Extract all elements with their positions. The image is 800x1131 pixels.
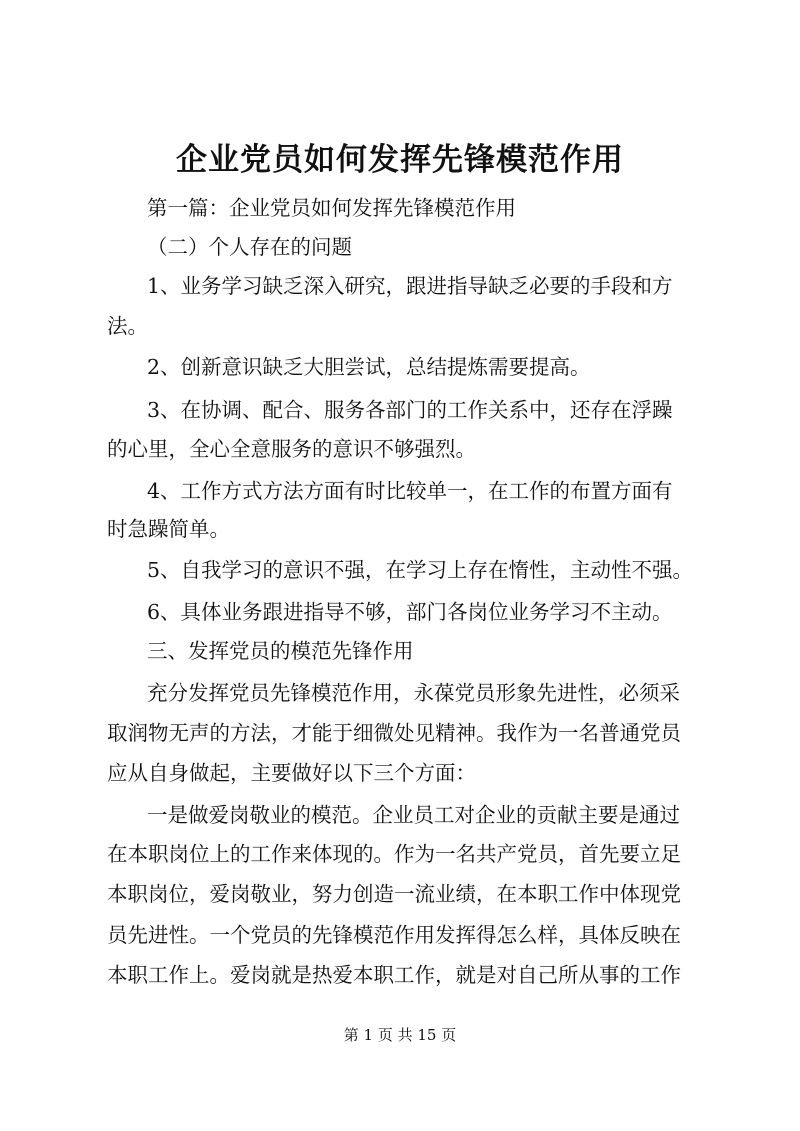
paragraph-line: 3、在协调、配合、服务各部门的工作关系中，还存在浮躁 — [147, 398, 673, 422]
paragraph-line: 员先进性。一个党员的先锋模范作用发挥得怎么样，具体反映在 — [107, 923, 681, 947]
page-number-footer: 第 1 页 共 15 页 — [343, 1026, 457, 1044]
section-heading: 三、发挥党员的模范先锋作用 — [147, 639, 414, 663]
paragraph-line: 充分发挥党员先锋模范作用，永葆党员形象先进性，必须采 — [147, 681, 680, 705]
paragraph-line: 在本职岗位上的工作来体现的。作为一名共产党员，首先要立足 — [107, 842, 681, 866]
paragraph-line: 1、业务学习缺乏深入研究，跟进指导缺乏必要的手段和方 — [147, 274, 673, 298]
paragraph-line: 法。 — [107, 314, 148, 338]
paragraph-line: 本职岗位，爱岗敬业，努力创造一流业绩，在本职工作中体现党 — [107, 882, 681, 906]
paragraph-line: 2、创新意识缺乏大胆尝试，总结提炼需要提高。 — [147, 355, 591, 379]
section-heading: 第一篇：企业党员如何发挥先锋模范作用 — [147, 196, 516, 220]
subsection-heading: （二）个人存在的问题 — [147, 235, 352, 259]
paragraph-line: 一是做爱岗敬业的模范。企业员工对企业的贡献主要是通过 — [147, 803, 680, 827]
paragraph-line: 4、工作方式方法方面有时比较单一，在工作的布置方面有 — [147, 479, 673, 503]
paragraph-line: 6、具体业务跟进指导不够，部门各岗位业务学习不主动。 — [147, 600, 673, 624]
paragraph-line: 取润物无声的方法，才能于细微处见精神。我作为一名普通党员 — [107, 721, 681, 745]
paragraph-line: 5、自我学习的意识不强，在学习上存在惰性，主动性不强。 — [147, 558, 694, 582]
paragraph-line: 本职工作上。爱岗就是热爱本职工作，就是对自己所从事的工作 — [107, 963, 681, 987]
paragraph-line: 的心里，全心全意服务的意识不够强烈。 — [107, 437, 476, 461]
document-title: 企业党员如何发挥先锋模范作用 — [176, 142, 624, 178]
paragraph-line: 应从自身做起，主要做好以下三个方面： — [107, 761, 476, 785]
paragraph-line: 时急躁简单。 — [107, 517, 230, 541]
